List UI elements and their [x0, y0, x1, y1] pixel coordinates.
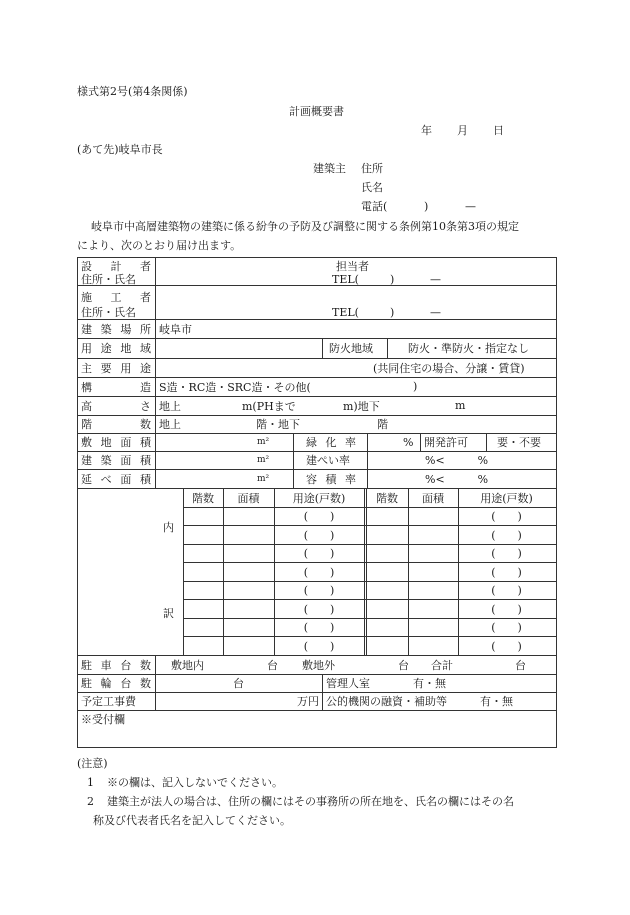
use-paren-left: ( ) [303, 510, 335, 523]
designer-label: 設 計 者 [81, 260, 151, 273]
col-line [293, 433, 294, 488]
page-title: 計画概要書 [289, 105, 344, 118]
structure-close: ) [413, 380, 418, 393]
manager-room-label: 管理人室 [326, 677, 370, 690]
builder-tel-dash: — [430, 305, 441, 319]
floor-area-unit: m² [257, 473, 270, 484]
site-area-label: 敷 地 面 積 [81, 436, 151, 449]
parking-on-site-unit: 台 [267, 658, 278, 672]
parking-off-site-unit: 台 [398, 658, 409, 672]
subsidy-value: 有・無 [480, 695, 513, 708]
row-divider [77, 710, 556, 711]
bicycle-label: 駐 輪 台 数 [81, 677, 151, 690]
parking-label: 駐 車 台 数 [81, 658, 151, 672]
col-line [420, 433, 421, 451]
row-divider [77, 285, 556, 286]
green-ratio-label: 緑 化 率 [306, 436, 356, 449]
fire-zone-value: 防火・準防火・指定なし [408, 342, 529, 355]
use-paren-right: ( ) [491, 565, 522, 579]
structure-value: S造・RC造・SRC造・その他( [159, 380, 311, 394]
col-line [387, 338, 388, 358]
use-paren-right: ( ) [491, 602, 522, 616]
designer-tel-dash: — [430, 272, 441, 286]
col-header-floor-left: 階数 [192, 491, 214, 505]
col-line [486, 433, 487, 451]
builder-tel-close: ) [390, 305, 395, 319]
col-line [367, 433, 368, 488]
date-month: 月 [457, 124, 468, 137]
manager-room-value: 有・無 [413, 677, 446, 690]
addressee: (あて先)岐阜市長 [77, 143, 163, 156]
use-paren-left: ( ) [303, 602, 335, 616]
use-paren-left: ( ) [303, 639, 335, 653]
floor-area-label: 延 べ 面 積 [81, 472, 151, 486]
parking-total-label: 合計 [431, 658, 453, 672]
note-2-line-2: 称及び代表者氏名を記入してください。 [93, 814, 291, 827]
green-ratio-unit: % [403, 435, 414, 449]
parking-off-site-label: 敷地外 [302, 658, 335, 672]
use-paren-right: ( ) [491, 639, 522, 653]
builder-address-name-label: 住所・氏名 [81, 306, 136, 319]
label-column-line [155, 655, 156, 710]
date-year: 年 [421, 124, 432, 137]
use-paren-right: ( ) [491, 621, 522, 634]
applicant-phone-label: 電話( [361, 200, 388, 213]
applicant-name-label: 氏名 [361, 181, 383, 194]
form-number: 様式第2号(第4条関係) [77, 85, 188, 98]
height-m: m [455, 399, 466, 412]
designer-address-name-label: 住所・氏名 [81, 273, 136, 286]
use-paren-right: ( ) [491, 510, 522, 523]
col-line [322, 338, 323, 358]
floors-label: 階 数 [81, 418, 151, 431]
col-line [223, 488, 224, 655]
designer-person-in-charge: 担当者 [336, 260, 369, 273]
site-label: 建 築 場 所 [81, 322, 151, 336]
structure-label: 構 造 [81, 380, 151, 394]
col-header-area-right: 面積 [422, 491, 444, 505]
zoning-label: 用 途 地 域 [81, 342, 151, 355]
use-paren-right: ( ) [491, 528, 522, 542]
far-label: 容 積 率 [306, 472, 356, 486]
height-above: 地上 [159, 399, 181, 413]
intro-line-2: により、次のとおり届け出ます。 [77, 239, 242, 252]
floors-above: 地上 [159, 418, 181, 431]
col-header-floor-right: 階数 [376, 491, 398, 505]
use-paren-left: ( ) [303, 621, 335, 634]
notes-heading: (注意) [77, 757, 108, 770]
coverage-label: 建ぺい率 [306, 454, 350, 467]
note-1-text: ※の欄は、記入しないでください。 [107, 776, 283, 789]
bicycle-unit: 台 [233, 677, 244, 690]
note-2-number: 2 [87, 795, 94, 808]
col-line [322, 674, 323, 710]
height-underground: m)地下 [343, 399, 380, 413]
dev-permit-label: 開発許可 [424, 436, 468, 449]
designer-tel-open: TEL( [332, 272, 359, 286]
use-paren-right: ( ) [491, 547, 522, 560]
coverage-value: %< % [425, 454, 489, 467]
note-1-number: 1 [87, 776, 94, 789]
building-area-label: 建 築 面 積 [81, 454, 151, 467]
far-value: %< % [425, 472, 489, 486]
building-area-unit: m² [257, 455, 270, 465]
date-day: 日 [493, 124, 504, 137]
double-col-line [364, 488, 367, 655]
site-value: 岐阜市 [159, 322, 192, 336]
site-area-unit: m² [257, 437, 270, 447]
col-line [183, 488, 184, 655]
col-header-use-left: 用途(戸数) [292, 491, 346, 505]
applicant-address-label: 住所 [361, 162, 383, 175]
use-paren-right: ( ) [491, 584, 522, 597]
applicant-label: 建築主 [313, 162, 346, 175]
label-column-line [155, 257, 156, 488]
floors-end: 階 [377, 418, 388, 431]
col-header-use-right: 用途(戸数) [480, 491, 533, 505]
main-use-label: 主 要 用 途 [81, 361, 151, 375]
cost-label: 予定工事費 [81, 695, 136, 708]
fire-zone-label: 防火地域 [329, 342, 373, 355]
main-use-note: (共同住宅の場合、分譲・賃貸) [373, 361, 525, 375]
breakdown-char-2: 訳 [163, 607, 174, 620]
builder-tel-open: TEL( [332, 305, 359, 319]
applicant-phone-close: ) [424, 200, 429, 213]
breakdown-char-1: 内 [163, 521, 174, 534]
cost-unit: 万円 [297, 695, 319, 708]
floors-mid: 階・地下 [256, 418, 300, 431]
reception-label: ※受付欄 [81, 713, 125, 726]
height-ph: m(PHまで [242, 399, 296, 413]
parking-total-unit: 台 [515, 658, 526, 672]
applicant-phone-dash: — [465, 200, 476, 213]
use-paren-left: ( ) [303, 528, 335, 542]
designer-tel-close: ) [390, 272, 395, 286]
builder-label: 施 工 者 [81, 291, 151, 304]
use-paren-left: ( ) [303, 547, 335, 560]
intro-line-1: 岐阜市中高層建築物の建築に係る紛争の予防及び調整に関する条例第10条第3項の規定 [91, 220, 519, 233]
parking-on-site-label: 敷地内 [171, 658, 204, 672]
note-2-line-1: 建築主が法人の場合は、住所の欄にはその事務所の所在地を、氏名の欄にはその名 [107, 795, 514, 808]
height-label: 高 さ [81, 399, 151, 413]
dev-permit-value: 要・不要 [497, 436, 541, 449]
col-header-area-left: 面積 [237, 491, 260, 505]
subsidy-label: 公的機関の融資・補助等 [326, 695, 447, 708]
use-paren-left: ( ) [303, 584, 335, 597]
col-line [408, 488, 409, 655]
use-paren-left: ( ) [303, 565, 335, 579]
